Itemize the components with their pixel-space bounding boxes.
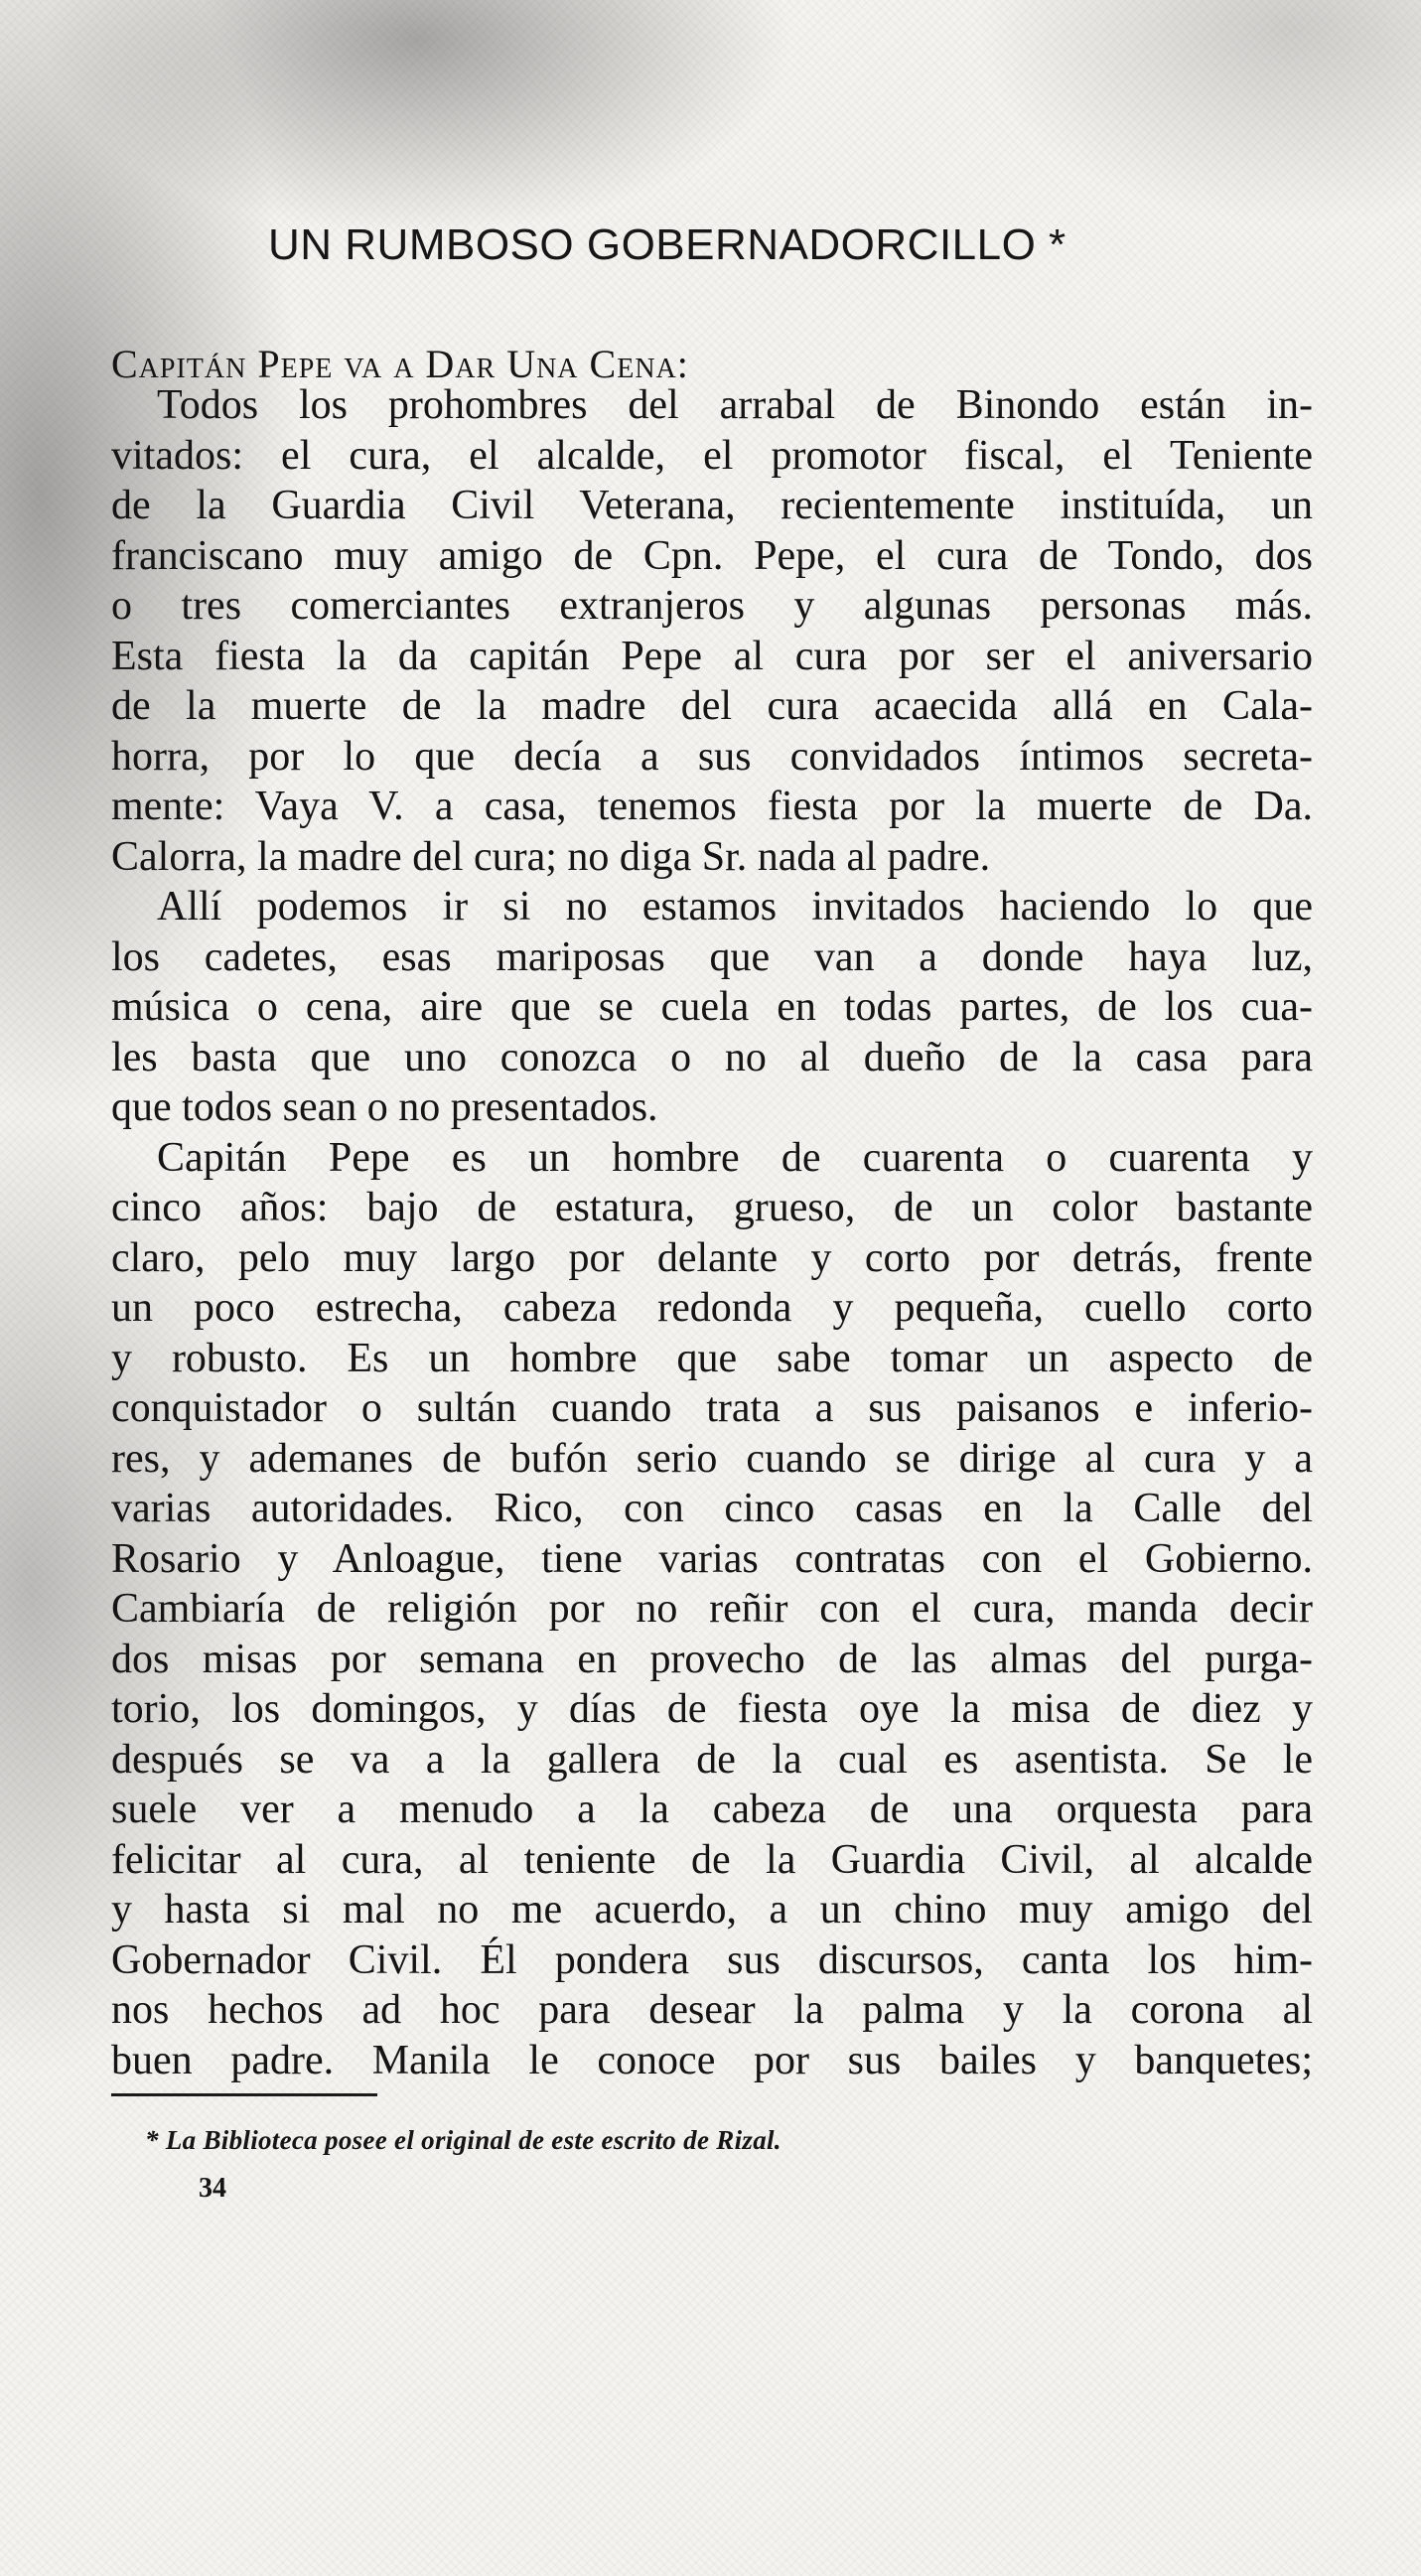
text-line: conquistador o sultán cuando trata a sus paisanos e inferio- — [111, 1385, 1313, 1431]
text-line: Allí podemos ir si no estamos invitados haciendo lo que — [157, 884, 1313, 930]
body-text — [111, 380, 1313, 2085]
text-line: franciscano muy amigo de Cpn. Pepe, el cura de Tondo, dos — [111, 532, 1313, 579]
text-line: Todos los prohombres del arrabal de Binondo están in- — [157, 382, 1313, 428]
text-line: torio, los domingos, y días de fiesta oye la misa de diez y — [111, 1686, 1313, 1732]
text-line: Rosario y Anloague, tiene varias contratas con el Gobierno. — [111, 1535, 1313, 1582]
text-line: que todos sean o no presentados. — [111, 1084, 658, 1130]
text-line: un poco estrecha, cabeza redonda y pequeña, cuello corto — [111, 1285, 1313, 1331]
text-line: después se va a la gallera de la cual es asentista. Se le — [111, 1736, 1313, 1783]
text-line: Esta fiesta la da capitán Pepe al cura por ser el aniversario — [111, 633, 1313, 679]
text-line: nos hechos ad hoc para desear la palma y la corona al — [111, 1987, 1313, 2033]
text-line: los cadetes, esas mariposas que van a donde haya luz, — [111, 933, 1313, 980]
text-line: cinco años: bajo de estatura, grueso, de un color bastante — [111, 1185, 1313, 1230]
page-title: UN RUMBOSO GOBERNADORCILLO * — [268, 220, 1066, 269]
page-number: 34 — [199, 2173, 226, 2204]
text-line: felicitar al cura, al teniente de la Guardia Civil, al alcalde — [111, 1836, 1313, 1883]
text-line: de la Guardia Civil Veterana, recientemente instituída, un — [111, 483, 1313, 528]
footnote-rule — [111, 2093, 377, 2096]
footnote: * La Biblioteca posee el original de este escrito de Rizal. — [145, 2125, 782, 2155]
text-line: Cambiaría de religión por no reñir con el cura, manda decir — [111, 1586, 1313, 1632]
text-line: suele ver a menudo a la cabeza de una orquesta para — [111, 1787, 1313, 1832]
text-line: vitados: el cura, el alcalde, el promotor fiscal, el Teniente — [111, 432, 1313, 479]
text-line: les basta que uno conozca o no al dueño de la casa para — [111, 1034, 1313, 1080]
text-line: dos misas por semana en provecho de las almas del purga- — [111, 1636, 1313, 1682]
text-line: claro, pelo muy largo por delante y corto por detrás, frente — [111, 1234, 1313, 1281]
section-heading: Capitán Pepe va a Dar Una Cena: — [111, 342, 689, 386]
text-line: varias autoridades. Rico, con cinco casas en la Calle del — [111, 1486, 1313, 1531]
text-line: de la muerte de la madre del cura acaecida allá en Cala- — [111, 683, 1313, 729]
text-line: y hasta si mal no me acuerdo, a un chino muy amigo del — [111, 1887, 1313, 1932]
text-line: horra, por lo que decía a sus convidados íntimos secreta- — [111, 733, 1313, 780]
text-line: Calorra, la madre del cura; no diga Sr. nada al padre. — [111, 833, 991, 880]
text-line: o tres comerciantes extranjeros y algunas personas más. — [111, 583, 1313, 629]
text-line: buen padre. Manila le conoce por sus bailes y banquetes; — [111, 2037, 1313, 2083]
text-line: res, y ademanes de bufón serio cuando se dirige al cura y a — [111, 1435, 1313, 1482]
text-line: mente: Vaya V. a casa, tenemos fiesta por la muerte de Da. — [111, 784, 1313, 829]
text-line: Capitán Pepe es un hombre de cuarenta o cuarenta y — [157, 1134, 1313, 1181]
text-line: Gobernador Civil. Él pondera sus discursos, canta los him- — [111, 1936, 1313, 1983]
text-line: y robusto. Es un hombre que sabe tomar un aspecto de — [111, 1335, 1313, 1381]
text-line: música o cena, aire que se cuela en todas partes, de los cua- — [111, 984, 1313, 1030]
